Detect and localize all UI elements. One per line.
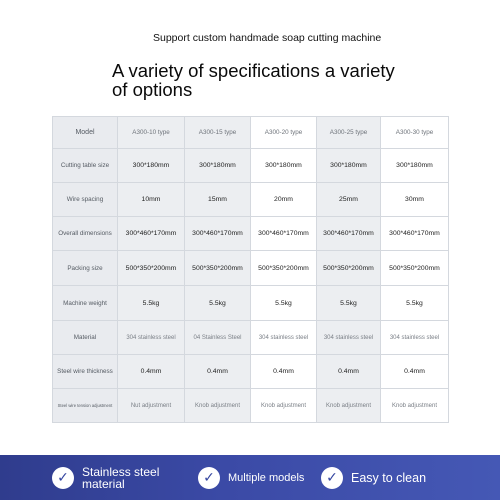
value-cell: 300*180mm	[185, 149, 251, 183]
value-cell: 304 stainless steel	[251, 321, 317, 355]
value-cell: 304 stainless steel	[317, 321, 381, 355]
value-cell: 304 stainless steel	[118, 321, 185, 355]
value-cell: 0.4mm	[185, 355, 251, 389]
table-row-overall-dimensions	[53, 217, 449, 251]
value-cell: 0.4mm	[381, 355, 449, 389]
value-cell: 5.5kg	[185, 286, 251, 321]
row-label: Packing size	[53, 251, 118, 286]
check-circle-icon: ✓	[321, 467, 343, 489]
value-cell: 300*460*170mm	[317, 217, 381, 251]
row-label: Steel wire tension adjustment	[53, 389, 118, 423]
value-cell: 0.4mm	[118, 355, 185, 389]
value-cell: 300*180mm	[381, 149, 449, 183]
feature-label: Easy to clean	[351, 471, 427, 485]
table-row-wire-thickness	[53, 355, 449, 389]
value-cell: 500*350*200mm	[185, 251, 251, 286]
model-cell: A300-15 type	[185, 117, 251, 149]
row-label: Cutting table size	[53, 149, 118, 183]
feature-stainless-steel	[52, 464, 172, 492]
model-cell: A300-25 type	[317, 117, 381, 149]
value-cell: Knob adjustment	[381, 389, 449, 423]
feature-label: Multiple models	[228, 472, 305, 484]
value-cell: 5.5kg	[118, 286, 185, 321]
value-cell: 500*350*200mm	[317, 251, 381, 286]
value-cell: 0.4mm	[251, 355, 317, 389]
check-circle-icon: ✓	[198, 467, 220, 489]
value-cell: 04 Stainless Steel	[185, 321, 251, 355]
value-cell: 300*460*170mm	[118, 217, 185, 251]
value-cell: Knob adjustment	[185, 389, 251, 423]
feature-label: Stainless steel material	[82, 465, 160, 491]
feature-multiple-models	[198, 464, 304, 492]
value-cell: Nut adjustment	[118, 389, 185, 423]
value-cell: 30mm	[381, 183, 449, 217]
value-cell: 300*460*170mm	[185, 217, 251, 251]
value-cell: 300*180mm	[251, 149, 317, 183]
row-label: Material	[53, 321, 118, 355]
value-cell: Knob adjustment	[317, 389, 381, 423]
value-cell: 500*350*200mm	[118, 251, 185, 286]
model-cell: A300-30 type	[381, 117, 449, 149]
check-circle-icon: ✓	[52, 467, 74, 489]
headline: A variety of specifications a variety of options	[112, 60, 395, 100]
row-label: Machine weight	[53, 286, 118, 321]
row-label: Model	[53, 117, 118, 149]
value-cell: 304 stainless steel	[381, 321, 449, 355]
model-cell: A300-20 type	[251, 117, 317, 149]
table-row-wire-spacing	[53, 183, 449, 217]
value-cell: 300*460*170mm	[251, 217, 317, 251]
row-label: Wire spacing	[53, 183, 118, 217]
value-cell: 20mm	[251, 183, 317, 217]
table-row-packing-size	[53, 251, 449, 286]
table-row-material	[53, 321, 449, 355]
value-cell: Knob adjustment	[251, 389, 317, 423]
table-row-model	[53, 117, 449, 149]
value-cell: 25mm	[317, 183, 381, 217]
spec-table	[52, 116, 449, 423]
value-cell: 5.5kg	[251, 286, 317, 321]
subtitle: Support custom handmade soap cutting machine	[153, 32, 382, 44]
value-cell: 500*350*200mm	[381, 251, 449, 286]
value-cell: 300*180mm	[118, 149, 185, 183]
value-cell: 300*460*170mm	[381, 217, 449, 251]
row-label: Steel wire thickness	[53, 355, 118, 389]
table-row-tension-adjustment	[53, 389, 449, 423]
table-row-cutting-size	[53, 149, 449, 183]
value-cell: 5.5kg	[317, 286, 381, 321]
value-cell: 5.5kg	[381, 286, 449, 321]
feature-band	[0, 455, 500, 500]
value-cell: 15mm	[185, 183, 251, 217]
feature-easy-to-clean	[321, 464, 426, 492]
table-row-machine-weight	[53, 286, 449, 321]
row-label: Overall dimensions	[53, 217, 118, 251]
value-cell: 10mm	[118, 183, 185, 217]
value-cell: 500*350*200mm	[251, 251, 317, 286]
value-cell: 300*180mm	[317, 149, 381, 183]
value-cell: 0.4mm	[317, 355, 381, 389]
model-cell: A300-10 type	[118, 117, 185, 149]
